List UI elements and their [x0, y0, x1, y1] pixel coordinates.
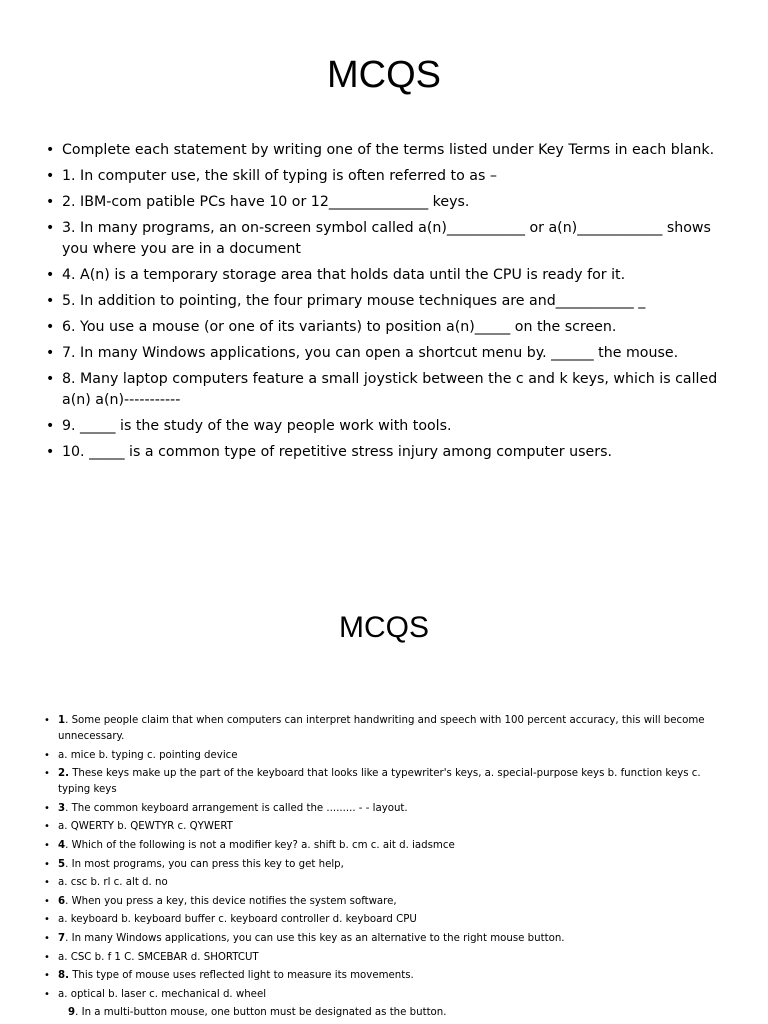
bullet-icon: • [46, 418, 55, 434]
list-item [44, 931, 734, 947]
question-number: 7 [58, 932, 66, 944]
bullet-icon: • [44, 988, 50, 1000]
list-item-text: . When you press a key, this device notifies the system software, [65, 895, 397, 907]
bullet-icon: • [44, 802, 50, 814]
list-item [44, 1005, 734, 1021]
question-number: 8. [58, 970, 69, 982]
list-item [46, 291, 726, 312]
list-item [46, 442, 726, 463]
bullet-icon: • [46, 142, 55, 158]
list-item-text: a. keyboard b. keyboard buffer c. keyboard controller d. keyboard CPU [58, 914, 417, 926]
list-item-text: 7. In many Windows applications, you can open a shortcut menu by. ______ the mouse. [62, 345, 679, 361]
list-item-text: These keys make up the part of the keyboard that looks like a typewriter's keys, a. special-purpose keys b. function keys c. typing keys [58, 768, 701, 796]
slide-2-title: MCQS [339, 611, 429, 644]
list-item-text: 6. You use a mouse (or one of its variants) to position a(n)_____ on the screen. [62, 319, 617, 335]
bullet-icon: • [44, 914, 50, 926]
bullet-icon: • [44, 858, 50, 870]
slide-1-title: MCQS [327, 54, 441, 96]
list-item [46, 416, 726, 437]
bullet-icon: • [44, 715, 50, 726]
list-item [46, 317, 726, 338]
slide-2-bullet-list [44, 713, 734, 1024]
question-number: 3 [58, 802, 66, 814]
question-number: 9 [68, 1007, 76, 1019]
bullet-icon: • [46, 220, 55, 236]
list-item-text: a. optical b. laser c. mechanical d. wheel [58, 988, 267, 1000]
list-item [46, 343, 726, 364]
list-item [46, 140, 726, 161]
list-item [46, 192, 726, 213]
bullet-icon: • [46, 371, 55, 387]
slide-1-bullet-list [46, 140, 726, 468]
list-item-text: This type of mouse uses reflected light to measure its movements. [68, 970, 414, 982]
list-item [44, 713, 734, 745]
list-item [44, 968, 734, 984]
question-number: 4 [58, 839, 66, 851]
bullet-icon: • [44, 877, 50, 889]
list-item-text: a. CSC b. f 1 C. SMCEBAR d. SHORTCUT [58, 951, 259, 963]
list-item-text: . Which of the following is not a modifier key? a. shift b. cm c. ait d. iadsmce [65, 839, 455, 851]
list-item-text: . In many Windows applications, you can use this key as an alternative to the right mouse button. [65, 932, 565, 944]
bullet-icon: • [44, 895, 50, 907]
list-item [44, 857, 734, 873]
bullet-icon: • [44, 821, 50, 833]
list-item-text: 5. In addition to pointing, the four primary mouse techniques are and___________ _ [62, 293, 646, 309]
bullet-icon: • [46, 168, 55, 184]
list-item [44, 950, 734, 966]
bullet-icon: • [44, 839, 50, 851]
question-number: 1 [58, 715, 66, 726]
list-item [44, 912, 734, 928]
bullet-icon: • [46, 267, 55, 283]
question-number: 2. [58, 768, 69, 780]
list-item-text: a. QWERTY b. QEWTYR c. QYWERT [58, 821, 233, 833]
bullet-icon: • [46, 194, 55, 210]
list-item-text: 10. _____ is a common type of repetitive stress injury among computer users. [62, 444, 613, 460]
question-number: 6 [58, 895, 66, 907]
list-item-text: 3. In many programs, an on-screen symbol called a(n)___________ or a(n)____________ shows you where you are in a document [62, 220, 711, 257]
list-item-text: 4. A(n) is a temporary storage area that holds data until the CPU is ready for it. [62, 267, 626, 283]
list-item [44, 819, 734, 835]
bullet-icon: • [44, 951, 50, 963]
list-item [44, 875, 734, 891]
list-item-text: . In most programs, you can press this key to get help, [65, 858, 344, 870]
bullet-icon: • [46, 293, 55, 309]
list-item [46, 369, 726, 411]
list-item-text: a. mice b. typing c. pointing device [58, 749, 238, 761]
list-item-text: 8. Many laptop computers feature a small joystick between the c and k keys, which is called a(n) a(n)----------- [62, 371, 718, 408]
list-item [44, 766, 734, 798]
bullet-icon: • [44, 970, 50, 982]
bullet-icon: • [44, 768, 50, 780]
bullet-icon: • [44, 749, 50, 761]
list-item-text: Complete each statement by writing one of the terms listed under Key Terms in each blank. [62, 142, 715, 158]
list-item [44, 838, 734, 854]
slide-2 [0, 560, 768, 1024]
list-item-text: 2. IBM-com patible PCs have 10 or 12______________ keys. [62, 194, 470, 210]
bullet-icon: • [44, 932, 50, 944]
bullet-icon: • [46, 345, 55, 361]
list-item [44, 801, 734, 817]
list-item [46, 265, 726, 286]
list-item [46, 166, 726, 187]
question-number: 5 [58, 858, 66, 870]
list-item-text: . The common keyboard arrangement is called the ......... - - layout. [65, 802, 408, 814]
bullet-icon: • [46, 444, 55, 460]
list-item-text: 9. _____ is the study of the way people work with tools. [62, 418, 452, 434]
list-item [44, 748, 734, 764]
list-item [46, 218, 726, 260]
bullet-icon: • [46, 319, 55, 335]
list-item-text: a. csc b. rl c. alt d. no [58, 877, 168, 889]
list-item-text: . In a multi-button mouse, one button must be designated as the button. [75, 1007, 447, 1019]
list-item-text: 1. In computer use, the skill of typing is often referred to as – [62, 168, 497, 184]
list-item-text: . Some people claim that when computers can interpret handwriting and speech with 100 percent accuracy, this will become unnecessary. [58, 715, 705, 742]
list-item [44, 894, 734, 910]
list-item [44, 987, 734, 1003]
